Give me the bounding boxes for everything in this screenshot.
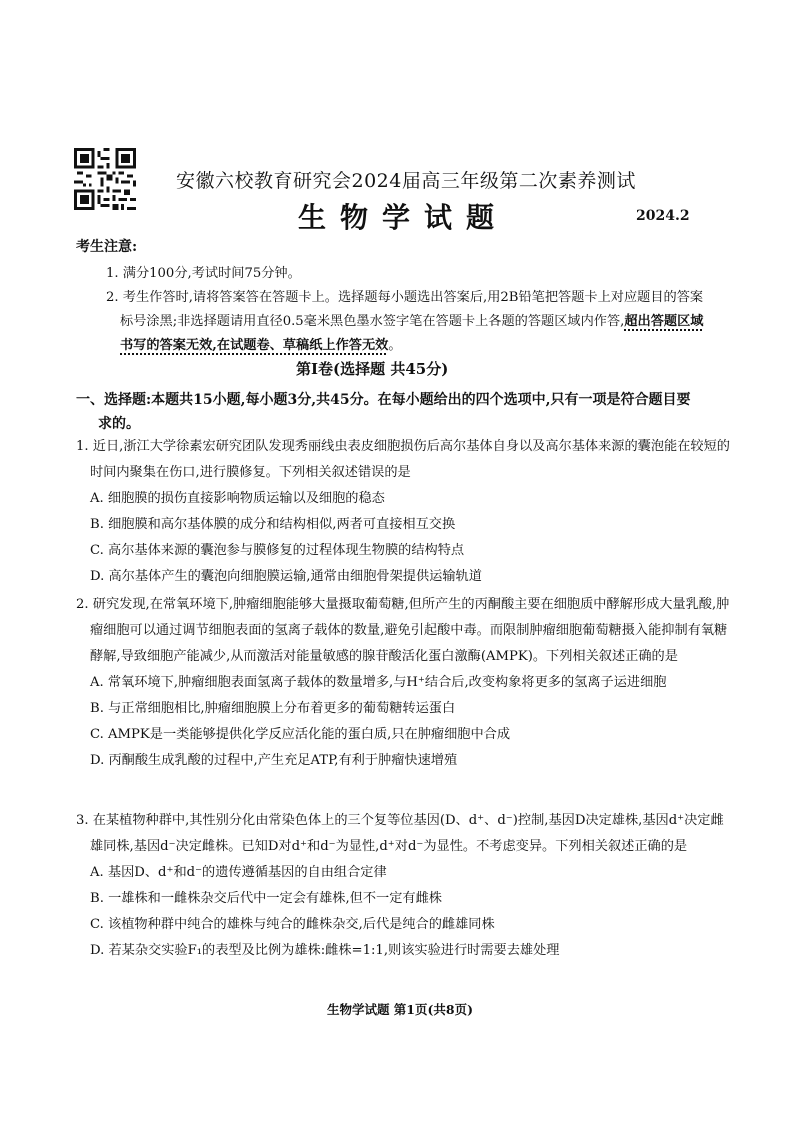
page-footer: 生物学试题 第1页(共8页) bbox=[326, 1002, 474, 1017]
notice-item-2-line-2 bbox=[120, 310, 703, 329]
exam-subject-title: 生物学试题 bbox=[298, 201, 509, 234]
option-c: C. 该植物种群中纯合的雄株与纯合的雌株杂交,后代是纯合的雌雄同株 bbox=[90, 917, 495, 932]
question-2 bbox=[76, 592, 732, 774]
section-title: 第Ⅰ卷(选择题 共45分) bbox=[296, 360, 449, 378]
question-3 bbox=[76, 808, 732, 964]
option-a: A. 细胞膜的损伤直接影响物质运输以及细胞的稳态 bbox=[90, 491, 385, 506]
notice-emphasis-1: 超出答题区域 bbox=[624, 314, 704, 329]
notice-heading: 考生注意: bbox=[76, 239, 138, 255]
part-heading-line-1: 一、选择题:本题共15小题,每小题3分,共45分。在每小题给出的四个选项中,只有一项是符合题目要 bbox=[76, 392, 691, 408]
notice-item-2-line-2-text: 标号涂黑;非选择题请用直径0.5毫米黑色墨水签字笔在答题卡上各题的答题区域内作答, bbox=[120, 314, 625, 329]
notice-item-2-line-3 bbox=[120, 334, 402, 353]
option-d: D. 若某杂交实验F₁的表型及比例为雄株:雌株=1:1,则该实验进行时需要去雄处理 bbox=[90, 943, 560, 958]
qr-code-icon bbox=[74, 148, 136, 210]
notice-emphasis-2: 书写的答案无效,在试题卷、草稿纸上作答无效 bbox=[120, 338, 389, 353]
part-heading bbox=[76, 388, 726, 436]
part-heading-line-2: 求的。 bbox=[98, 416, 140, 432]
option-b: B. 与正常细胞相比,肿瘤细胞膜上分布着更多的葡萄糖转运蛋白 bbox=[90, 701, 456, 716]
option-a: A. 常氧环境下,肿瘤细胞表面氢离子载体的数量增多,与H⁺结合后,改变构象将更多的氢离子运进细胞 bbox=[90, 675, 667, 690]
option-b: B. 一雄株和一雌株杂交后代中一定会有雄株,但不一定有雌株 bbox=[90, 891, 442, 906]
option-d: D. 高尔基体产生的囊泡向细胞膜运输,通常由细胞骨架提供运输轨道 bbox=[90, 569, 482, 584]
exam-organizer-title: 安徽六校教育研究会2024届高三年级第二次素养测试 bbox=[176, 170, 636, 192]
exam-date: 2024.2 bbox=[636, 208, 690, 224]
option-a: A. 基因D、d⁺和d⁻的遗传遵循基因的自由组合定律 bbox=[90, 865, 387, 880]
question-stem: 2. 研究发现,在常氧环境下,肿瘤细胞能够大量摄取葡萄糖,但所产生的丙酮酸主要在细胞质中酵解形成大量乳酸,肿瘤细胞可以通过调节细胞表面的氢离子载体的数量,避免引起酸中毒。而限制肿瘤细胞葡萄糖摄入能抑制有氧糖酵解,导致细胞产能减少,从而激活对能量敏感的腺苷酸活化蛋白激酶(AMPK)。下列相关叙述正确的是 bbox=[76, 597, 730, 664]
question-stem: 3. 在某植物种群中,其性别分化由常染色体上的三个复等位基因(D、d⁺、d⁻)控制,基因D决定雄株,基因d⁺决定雌雄同株,基因d⁻决定雌株。已知D对d⁺和d⁻为显性,d⁺对d⁻为显性。不考虑变异。下列相关叙述正确的是 bbox=[76, 813, 724, 854]
option-c: C. 高尔基体来源的囊泡参与膜修复的过程体现生物膜的结构特点 bbox=[90, 543, 465, 558]
question-stem: 1. 近日,浙江大学徐素宏研究团队发现秀丽线虫表皮细胞损伤后高尔基体自身以及高尔基体来源的囊泡能在较短的时间内聚集在伤口,进行膜修复。下列相关叙述错误的是 bbox=[76, 439, 730, 480]
notice-item-2-line-1: 2. 考生作答时,请将答案答在答题卡上。选择题每小题选出答案后,用2B铅笔把答题卡上对应题目的答案 bbox=[106, 290, 704, 305]
option-d: D. 丙酮酸生成乳酸的过程中,产生充足ATP,有利于肿瘤快速增殖 bbox=[90, 753, 458, 768]
option-b: B. 细胞膜和高尔基体膜的成分和结构相似,两者可直接相互交换 bbox=[90, 517, 456, 532]
notice-item-1: 1. 满分100分,考试时间75分钟。 bbox=[106, 266, 301, 281]
option-c: C. AMPK是一类能够提供化学反应活化能的蛋白质,只在肿瘤细胞中合成 bbox=[90, 727, 511, 742]
question-1 bbox=[76, 434, 732, 590]
notice-item-2-line-3-end: 。 bbox=[388, 338, 402, 353]
